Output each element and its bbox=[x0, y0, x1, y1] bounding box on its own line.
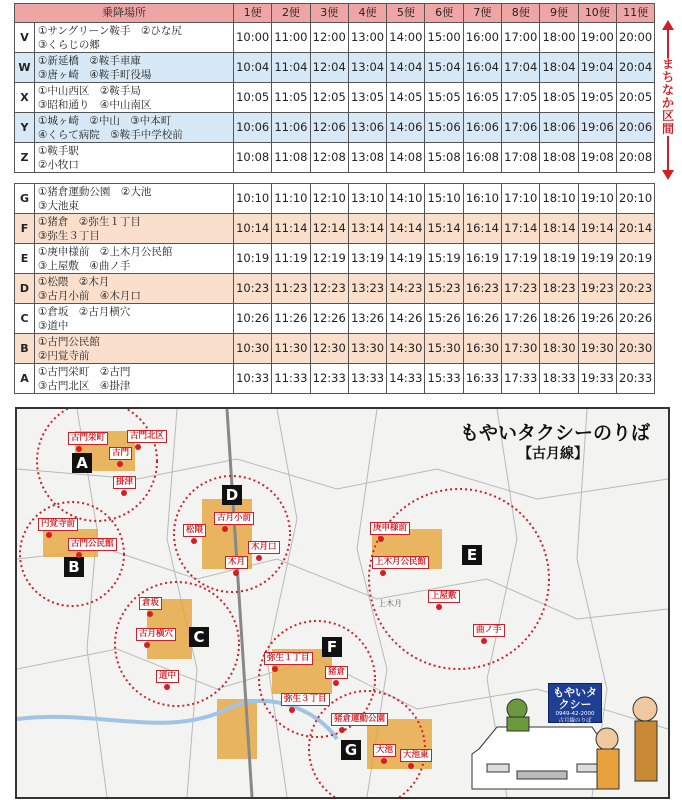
zone-letter: A bbox=[15, 364, 35, 394]
stop-label: 古門公民館 bbox=[68, 538, 117, 551]
departure-time: 14:26 bbox=[387, 304, 425, 334]
stop-pin-icon bbox=[289, 707, 295, 713]
header-run: 7便 bbox=[463, 4, 501, 23]
stop-pin-icon bbox=[121, 490, 127, 496]
departure-time: 19:19 bbox=[578, 244, 616, 274]
stop-pin-icon bbox=[117, 461, 123, 467]
stop-label: 猪倉 bbox=[325, 666, 348, 679]
central-section-indicator bbox=[658, 20, 678, 180]
stop-label: 古月横穴 bbox=[136, 628, 176, 641]
departure-time: 13:08 bbox=[348, 143, 386, 173]
stop-label: 古門 bbox=[109, 447, 132, 460]
stop-names bbox=[35, 23, 234, 53]
departure-time: 18:00 bbox=[540, 23, 578, 53]
departure-time: 10:14 bbox=[234, 214, 272, 244]
stop-pin-icon bbox=[233, 570, 239, 576]
stop-label: 古門栄町 bbox=[68, 432, 108, 445]
stop-names bbox=[35, 364, 234, 394]
departure-time: 11:04 bbox=[272, 53, 310, 83]
departure-time: 20:14 bbox=[616, 214, 654, 244]
zone-marker-b: B bbox=[64, 557, 84, 577]
departure-time: 16:10 bbox=[463, 184, 501, 214]
zone-marker-a: A bbox=[72, 453, 92, 473]
departure-time: 15:26 bbox=[425, 304, 463, 334]
departure-time: 17:23 bbox=[502, 274, 540, 304]
departure-time: 19:05 bbox=[578, 83, 616, 113]
timetable-row bbox=[15, 274, 655, 304]
departure-time: 15:05 bbox=[425, 83, 463, 113]
departure-time: 10:26 bbox=[234, 304, 272, 334]
departure-time: 13:00 bbox=[348, 23, 386, 53]
stop-label: 大池 bbox=[373, 744, 396, 757]
departure-time: 12:04 bbox=[310, 53, 348, 83]
departure-time: 18:33 bbox=[540, 364, 578, 394]
stop-line: ①庚申様前 ②上木月公民館 bbox=[38, 245, 173, 258]
header-run: 2便 bbox=[272, 4, 310, 23]
departure-time: 12:26 bbox=[310, 304, 348, 334]
departure-time: 20:26 bbox=[616, 304, 654, 334]
departure-time: 16:06 bbox=[463, 113, 501, 143]
departure-time: 11:05 bbox=[272, 83, 310, 113]
departure-time: 15:10 bbox=[425, 184, 463, 214]
stop-names bbox=[35, 274, 234, 304]
departure-time: 16:23 bbox=[463, 274, 501, 304]
zone-letter: W bbox=[15, 53, 35, 83]
departure-time: 17:26 bbox=[502, 304, 540, 334]
departure-time: 12:33 bbox=[310, 364, 348, 394]
stop-pin-icon bbox=[481, 638, 487, 644]
stop-line: ③古月小前 ④木月口 bbox=[38, 289, 141, 302]
departure-time: 13:30 bbox=[348, 334, 386, 364]
departure-time: 10:19 bbox=[234, 244, 272, 274]
stop-line: ①城ヶ崎 ②中山 ③中本町 bbox=[38, 114, 172, 127]
stop-pin-icon bbox=[191, 538, 197, 544]
timetable-row bbox=[15, 244, 655, 274]
central-section-label: ま ち な か 区 間 bbox=[659, 58, 677, 136]
stop-names bbox=[35, 53, 234, 83]
stop-pin-icon bbox=[333, 680, 339, 686]
departure-time: 14:00 bbox=[387, 23, 425, 53]
stop-line: ①中山西区 ②鞍手局 bbox=[38, 84, 141, 97]
zone-marker-c: C bbox=[189, 627, 209, 647]
departure-time: 11:00 bbox=[272, 23, 310, 53]
departure-time: 20:33 bbox=[616, 364, 654, 394]
header-run: 5便 bbox=[387, 4, 425, 23]
departure-time: 17:00 bbox=[502, 23, 540, 53]
header-run: 3便 bbox=[310, 4, 348, 23]
departure-time: 10:23 bbox=[234, 274, 272, 304]
departure-time: 10:00 bbox=[234, 23, 272, 53]
stop-names bbox=[35, 143, 234, 173]
departure-time: 20:23 bbox=[616, 274, 654, 304]
departure-time: 18:08 bbox=[540, 143, 578, 173]
departure-time: 16:26 bbox=[463, 304, 501, 334]
stop-label: 猪倉運動公園 bbox=[331, 713, 388, 726]
departure-time: 10:06 bbox=[234, 113, 272, 143]
departure-time: 17:10 bbox=[502, 184, 540, 214]
stop-pin-icon bbox=[76, 552, 82, 558]
timetable-row bbox=[15, 143, 655, 173]
stop-pin-icon bbox=[339, 727, 345, 733]
zone-marker-e: E bbox=[462, 545, 482, 565]
departure-time: 14:10 bbox=[387, 184, 425, 214]
departure-time: 11:14 bbox=[272, 214, 310, 244]
timetable-row bbox=[15, 184, 655, 214]
stop-pin-icon bbox=[164, 684, 170, 690]
departure-time: 16:30 bbox=[463, 334, 501, 364]
zone-letter: F bbox=[15, 214, 35, 244]
zone-marker-f: F bbox=[322, 637, 342, 657]
stop-pin-icon bbox=[46, 532, 52, 538]
sign-phone: 0949-42-2000 bbox=[555, 711, 595, 717]
stop-label: 倉坂 bbox=[139, 597, 162, 610]
stop-label: 大池東 bbox=[400, 749, 432, 762]
departure-time: 12:23 bbox=[310, 274, 348, 304]
stop-label: 庚申様前 bbox=[370, 522, 410, 535]
departure-time: 19:14 bbox=[578, 214, 616, 244]
departure-time: 16:05 bbox=[463, 83, 501, 113]
zone-marker-d: D bbox=[222, 485, 242, 505]
departure-time: 18:19 bbox=[540, 244, 578, 274]
departure-time: 15:33 bbox=[425, 364, 463, 394]
departure-time: 12:05 bbox=[310, 83, 348, 113]
stop-line: ①鞍手駅 bbox=[38, 144, 79, 157]
stop-label: 上木月公民館 bbox=[372, 556, 429, 569]
stop-line: ③くらじの郷 bbox=[38, 38, 100, 51]
departure-time: 17:30 bbox=[502, 334, 540, 364]
zone-marker-g: G bbox=[341, 740, 361, 760]
departure-time: 13:33 bbox=[348, 364, 386, 394]
departure-time: 15:19 bbox=[425, 244, 463, 274]
departure-time: 13:19 bbox=[348, 244, 386, 274]
departure-time: 18:05 bbox=[540, 83, 578, 113]
departure-time: 13:05 bbox=[348, 83, 386, 113]
stop-label: 古門北区 bbox=[127, 430, 167, 443]
departure-time: 20:30 bbox=[616, 334, 654, 364]
timetable-row bbox=[15, 214, 655, 244]
departure-time: 10:30 bbox=[234, 334, 272, 364]
zone-letter: B bbox=[15, 334, 35, 364]
stop-pin-icon bbox=[272, 666, 278, 672]
departure-time: 10:08 bbox=[234, 143, 272, 173]
stop-pin-icon bbox=[147, 611, 153, 617]
area-name: 上木月 bbox=[378, 599, 402, 608]
stop-pin-icon bbox=[436, 604, 442, 610]
stop-pin-icon bbox=[256, 555, 262, 561]
departure-time: 11:23 bbox=[272, 274, 310, 304]
timetable-row bbox=[15, 83, 655, 113]
stop-line: ③道中 bbox=[38, 319, 69, 332]
stop-label: 曲ノ手 bbox=[473, 624, 505, 637]
timetable-row bbox=[15, 334, 655, 364]
departure-time: 10:05 bbox=[234, 83, 272, 113]
stop-line: ①猪倉運動公園 ②大池 bbox=[38, 185, 152, 198]
departure-time: 13:04 bbox=[348, 53, 386, 83]
departure-time: 16:14 bbox=[463, 214, 501, 244]
header-run: 11便 bbox=[616, 4, 654, 23]
departure-time: 19:33 bbox=[578, 364, 616, 394]
stop-pin-icon bbox=[135, 444, 141, 450]
departure-time: 18:06 bbox=[540, 113, 578, 143]
departure-time: 16:04 bbox=[463, 53, 501, 83]
stop-names bbox=[35, 214, 234, 244]
departure-time: 10:10 bbox=[234, 184, 272, 214]
stop-line: ①松隈 ②木月 bbox=[38, 275, 110, 288]
map-title: もやいタクシーのりば bbox=[460, 422, 651, 444]
departure-time: 15:04 bbox=[425, 53, 463, 83]
departure-time: 19:10 bbox=[578, 184, 616, 214]
departure-time: 17:14 bbox=[502, 214, 540, 244]
departure-time: 20:04 bbox=[616, 53, 654, 83]
stop-pin-icon bbox=[222, 526, 228, 532]
zone-letter: D bbox=[15, 274, 35, 304]
sign-brand: もやいタクシー bbox=[553, 686, 597, 711]
stop-line: ①古門公民館 bbox=[38, 335, 100, 348]
stop-line: ①新延橋 ②鞍手車庫 bbox=[38, 54, 141, 67]
stop-line: ③昭和通り ④中山南区 bbox=[38, 98, 152, 111]
departure-time: 14:04 bbox=[387, 53, 425, 83]
stop-pin-icon bbox=[408, 763, 414, 769]
stop-label: 上屋敷 bbox=[428, 590, 460, 603]
departure-time: 16:08 bbox=[463, 143, 501, 173]
departure-time: 19:30 bbox=[578, 334, 616, 364]
departure-time: 20:10 bbox=[616, 184, 654, 214]
departure-time: 12:14 bbox=[310, 214, 348, 244]
header-run: 9便 bbox=[540, 4, 578, 23]
stop-line: ③弥生３丁目 bbox=[38, 229, 100, 242]
stop-label: 掛津 bbox=[113, 476, 136, 489]
zone-letter: V bbox=[15, 23, 35, 53]
departure-time: 12:19 bbox=[310, 244, 348, 274]
departure-time: 17:06 bbox=[502, 113, 540, 143]
departure-time: 11:06 bbox=[272, 113, 310, 143]
stop-line: ①古門栄町 ②古門 bbox=[38, 365, 131, 378]
stop-line: ②小牧口 bbox=[38, 158, 79, 171]
departure-time: 15:06 bbox=[425, 113, 463, 143]
header-run: 6便 bbox=[425, 4, 463, 23]
stop-names bbox=[35, 184, 234, 214]
departure-time: 10:04 bbox=[234, 53, 272, 83]
stop-label: 弥生３丁目 bbox=[281, 693, 330, 706]
stop-pin-icon bbox=[380, 570, 386, 576]
departure-time: 12:00 bbox=[310, 23, 348, 53]
stop-names bbox=[35, 334, 234, 364]
stop-label: 弥生１丁目 bbox=[264, 652, 313, 665]
departure-time: 17:04 bbox=[502, 53, 540, 83]
departure-time: 12:06 bbox=[310, 113, 348, 143]
timetable-row bbox=[15, 23, 655, 53]
map-background bbox=[17, 409, 668, 797]
header-run: 10便 bbox=[578, 4, 616, 23]
departure-time: 20:06 bbox=[616, 113, 654, 143]
sign-line: 古月線のりば bbox=[558, 718, 592, 724]
departure-time: 13:26 bbox=[348, 304, 386, 334]
stop-label: 道中 bbox=[156, 670, 179, 683]
departure-time: 14:08 bbox=[387, 143, 425, 173]
departure-time: 14:23 bbox=[387, 274, 425, 304]
departure-time: 18:26 bbox=[540, 304, 578, 334]
departure-time: 20:05 bbox=[616, 83, 654, 113]
timetable-row bbox=[15, 53, 655, 83]
arrow-down-icon bbox=[662, 170, 674, 180]
zone-letter: E bbox=[15, 244, 35, 274]
departure-time: 13:23 bbox=[348, 274, 386, 304]
departure-time: 11:33 bbox=[272, 364, 310, 394]
stop-pin-icon bbox=[378, 536, 384, 542]
zone-letter: Y bbox=[15, 113, 35, 143]
departure-time: 13:06 bbox=[348, 113, 386, 143]
departure-time: 15:14 bbox=[425, 214, 463, 244]
timetable-row bbox=[15, 113, 655, 143]
departure-time: 18:14 bbox=[540, 214, 578, 244]
stop-label: 松隈 bbox=[183, 524, 206, 537]
header-stops: 乗降場所 bbox=[15, 4, 234, 23]
header-run: 4便 bbox=[348, 4, 386, 23]
departure-time: 17:33 bbox=[502, 364, 540, 394]
departure-time: 11:19 bbox=[272, 244, 310, 274]
zone-letter: X bbox=[15, 83, 35, 113]
map-subtitle: 【古月線】 bbox=[518, 446, 588, 462]
departure-time: 19:08 bbox=[578, 143, 616, 173]
header-run: 1便 bbox=[234, 4, 272, 23]
header-run: 8便 bbox=[502, 4, 540, 23]
departure-time: 17:08 bbox=[502, 143, 540, 173]
departure-time: 13:14 bbox=[348, 214, 386, 244]
departure-time: 18:23 bbox=[540, 274, 578, 304]
departure-time: 14:33 bbox=[387, 364, 425, 394]
stop-pin-icon bbox=[381, 758, 387, 764]
timetable-central bbox=[14, 3, 655, 173]
timetable-kotsuki bbox=[14, 183, 655, 394]
stop-line: ①サングリーン鞍手 ②ひな尻 bbox=[38, 24, 182, 37]
timetable-row bbox=[15, 304, 655, 334]
stop-line: ①猪倉 ②弥生１丁目 bbox=[38, 215, 141, 228]
departure-time: 17:19 bbox=[502, 244, 540, 274]
zone-letter: G bbox=[15, 184, 35, 214]
timetable-row bbox=[15, 364, 655, 394]
departure-time: 15:00 bbox=[425, 23, 463, 53]
stop-line: ②円覚寺前 bbox=[38, 349, 90, 362]
stop-line: ③大池東 bbox=[38, 199, 79, 212]
departure-time: 14:06 bbox=[387, 113, 425, 143]
zone-letter: C bbox=[15, 304, 35, 334]
departure-time: 16:00 bbox=[463, 23, 501, 53]
stop-line: ④くらて病院 ⑤鞍手中学校前 bbox=[38, 128, 183, 141]
departure-time: 19:26 bbox=[578, 304, 616, 334]
stop-names bbox=[35, 83, 234, 113]
stop-line: ③唐ヶ崎 ④鞍手町役場 bbox=[38, 68, 152, 81]
departure-time: 12:08 bbox=[310, 143, 348, 173]
stop-names bbox=[35, 304, 234, 334]
stop-label: 古月小前 bbox=[214, 512, 254, 525]
departure-time: 18:30 bbox=[540, 334, 578, 364]
departure-time: 19:23 bbox=[578, 274, 616, 304]
departure-time: 15:08 bbox=[425, 143, 463, 173]
taxi-stop-sign bbox=[548, 683, 602, 723]
stop-label: 木月口 bbox=[248, 541, 280, 554]
departure-time: 11:30 bbox=[272, 334, 310, 364]
departure-time: 19:00 bbox=[578, 23, 616, 53]
departure-time: 10:33 bbox=[234, 364, 272, 394]
stop-label: 木月 bbox=[225, 556, 248, 569]
departure-time: 14:30 bbox=[387, 334, 425, 364]
departure-time: 15:30 bbox=[425, 334, 463, 364]
zone-letter: Z bbox=[15, 143, 35, 173]
departure-time: 16:19 bbox=[463, 244, 501, 274]
departure-time: 14:05 bbox=[387, 83, 425, 113]
departure-time: 19:06 bbox=[578, 113, 616, 143]
stop-line: ①倉坂 ②古月横穴 bbox=[38, 305, 131, 318]
stop-pin-icon bbox=[76, 446, 82, 452]
departure-time: 18:10 bbox=[540, 184, 578, 214]
departure-time: 20:00 bbox=[616, 23, 654, 53]
departure-time: 12:30 bbox=[310, 334, 348, 364]
departure-time: 14:19 bbox=[387, 244, 425, 274]
departure-time: 11:26 bbox=[272, 304, 310, 334]
stop-pin-icon bbox=[144, 642, 150, 648]
departure-time: 14:14 bbox=[387, 214, 425, 244]
departure-time: 20:19 bbox=[616, 244, 654, 274]
departure-time: 11:10 bbox=[272, 184, 310, 214]
departure-time: 20:08 bbox=[616, 143, 654, 173]
stop-label: 円覚寺前 bbox=[38, 518, 78, 531]
stop-line: ③上屋敷 ④曲ノ手 bbox=[38, 259, 131, 272]
departure-time: 17:05 bbox=[502, 83, 540, 113]
departure-time: 19:04 bbox=[578, 53, 616, 83]
stop-names bbox=[35, 113, 234, 143]
departure-time: 16:33 bbox=[463, 364, 501, 394]
departure-time: 13:10 bbox=[348, 184, 386, 214]
departure-time: 12:10 bbox=[310, 184, 348, 214]
departure-time: 18:04 bbox=[540, 53, 578, 83]
stop-line: ③古門北区 ④掛津 bbox=[38, 379, 131, 392]
departure-time: 15:23 bbox=[425, 274, 463, 304]
departure-time: 11:08 bbox=[272, 143, 310, 173]
stop-names bbox=[35, 244, 234, 274]
